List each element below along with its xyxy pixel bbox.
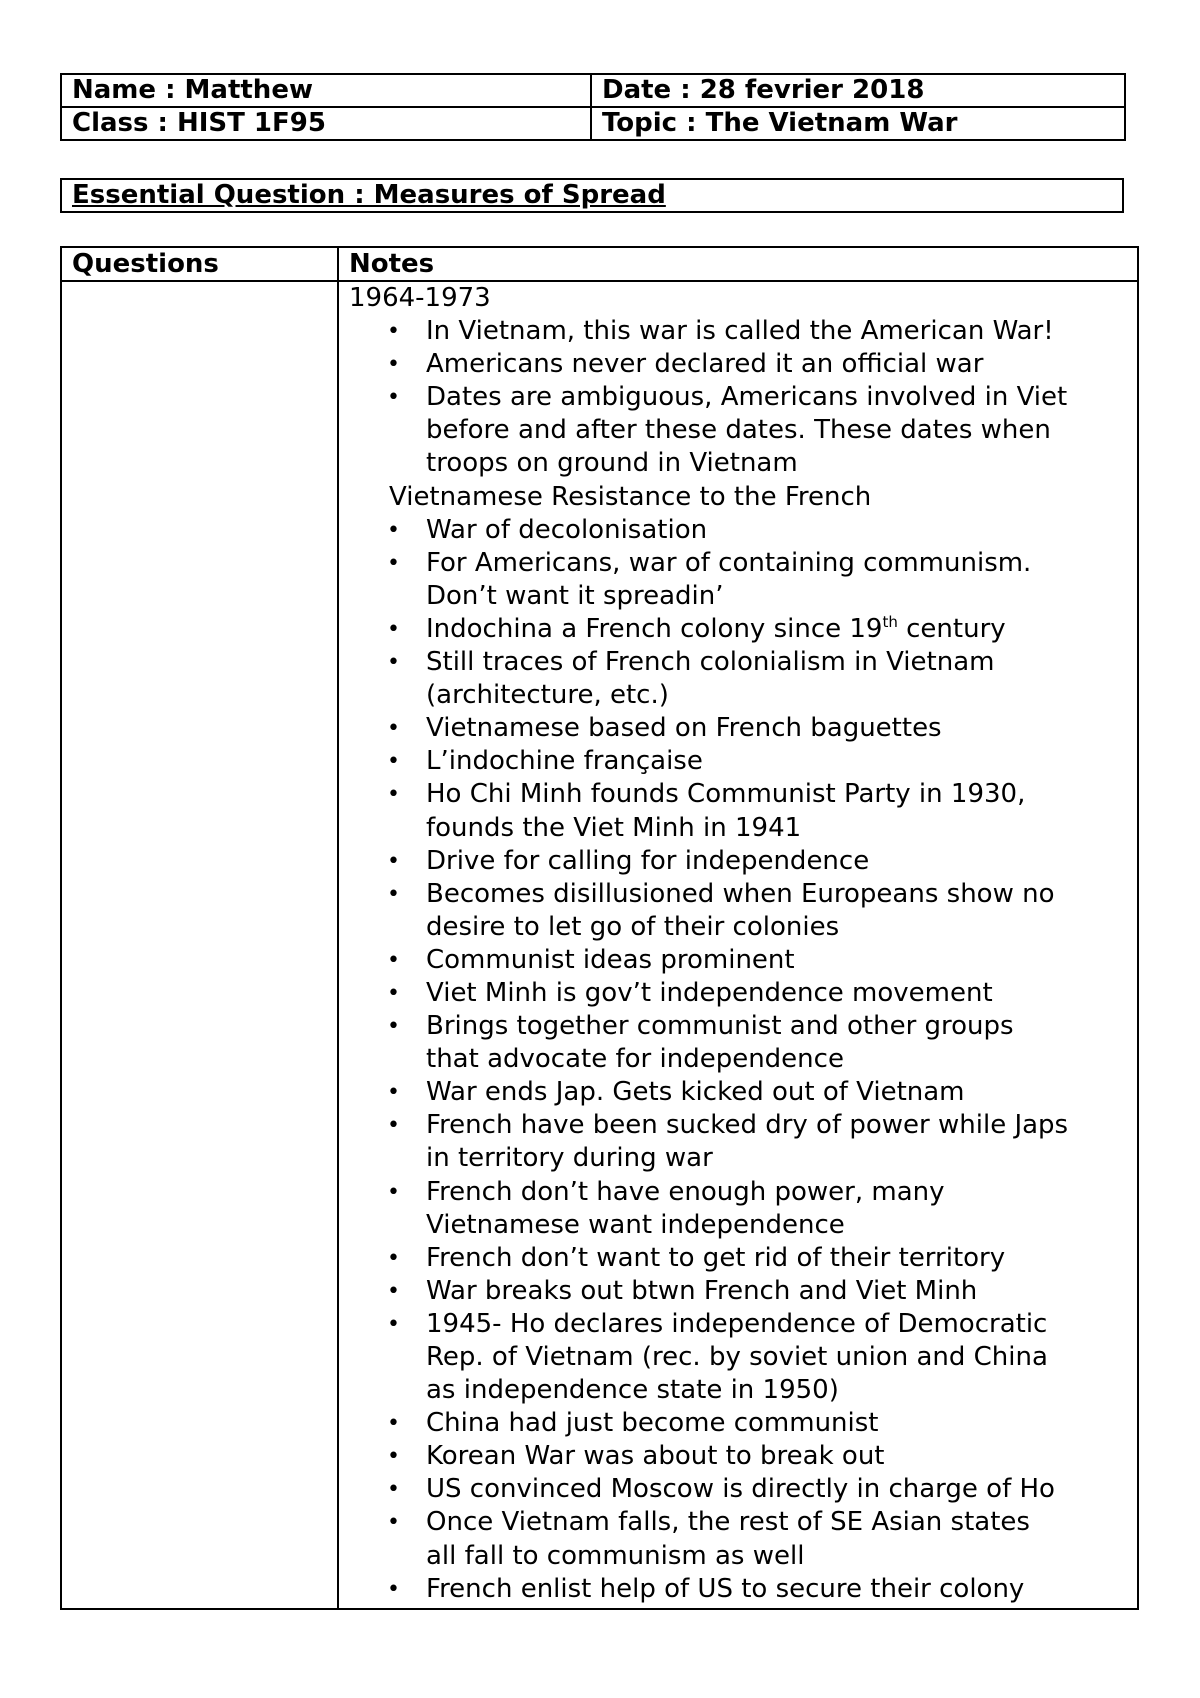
- list-item-line: in territory during war: [426, 1143, 713, 1174]
- list-item-line: Vietnamese based on French baguettes: [426, 713, 942, 744]
- bullet-marker: •: [387, 1576, 400, 1602]
- list-item: [349, 547, 1133, 613]
- list-item-line: 1945- Ho declares independence of Democratic: [426, 1308, 1048, 1339]
- list-item: [349, 1275, 1133, 1308]
- bullet-marker: •: [387, 517, 400, 543]
- bullet-marker: •: [387, 1113, 400, 1139]
- bullet-marker: •: [387, 749, 400, 775]
- bullet-marker: •: [387, 1179, 400, 1205]
- list-item: [349, 1473, 1133, 1506]
- list-item-line: desire to let go of their colonies: [426, 911, 840, 942]
- list-item-line: Vietnamese want independence: [426, 1209, 845, 1240]
- list-item-line: founds the Viet Minh in 1941: [426, 812, 802, 843]
- list-item: [349, 514, 1133, 547]
- list-item: [349, 646, 1133, 712]
- list-item-line: L’indochine française: [426, 746, 703, 777]
- list-item: [349, 381, 1133, 480]
- class-field: Class : HIST 1F95: [61, 107, 591, 140]
- indochina-bullet-list: [349, 613, 1133, 646]
- list-item-line: troops on ground in Vietnam: [426, 448, 798, 479]
- header-table: [60, 73, 1126, 141]
- header-row-2: [61, 107, 1125, 140]
- bullet-marker: •: [387, 650, 400, 676]
- list-item: [349, 977, 1133, 1010]
- bullet-marker: •: [387, 1477, 400, 1503]
- bullet-marker: •: [387, 1080, 400, 1106]
- list-item: [349, 944, 1133, 977]
- topic-field: Topic : The Vietnam War: [591, 107, 1125, 140]
- notes-table: [60, 246, 1139, 1610]
- bullet-marker: •: [387, 1245, 400, 1271]
- list-item-line: Rep. of Vietnam (rec. by soviet union and China: [426, 1342, 1048, 1372]
- list-item-line: War ends Jap. Gets kicked out of Vietnam: [426, 1077, 965, 1108]
- list-item-line: Becomes disillusioned when Europeans show no: [426, 878, 1055, 909]
- bullet-marker: •: [387, 1411, 400, 1437]
- list-item: [349, 1176, 1133, 1242]
- list-item-line: [426, 614, 1006, 644]
- bullet-marker: •: [387, 782, 400, 808]
- list-item: [349, 1308, 1133, 1407]
- list-item-line: Viet Minh is gov’t independence movement: [426, 977, 993, 1008]
- list-item-line: War of decolonisation: [426, 514, 708, 545]
- notes-table-body-row: [61, 281, 1138, 1609]
- list-item: [349, 878, 1133, 944]
- essential-question-cell: [61, 179, 1123, 212]
- list-item: [349, 1010, 1133, 1076]
- notes-cell: [338, 281, 1138, 1609]
- section2-bullet-list-b: [349, 646, 1133, 1606]
- indochina-text: Indochina a French colony since 19: [426, 613, 883, 644]
- list-item: [349, 613, 1133, 646]
- list-item: [349, 712, 1133, 745]
- questions-cell: [61, 281, 338, 1609]
- list-item-line: all fall to communism as well: [426, 1540, 805, 1571]
- list-item: [349, 1109, 1133, 1175]
- list-item-line: Drive for calling for independence: [426, 845, 870, 876]
- section2-bullet-list-a: [349, 514, 1133, 613]
- name-field: Name : Matthew: [61, 74, 591, 107]
- bullet-marker: •: [387, 980, 400, 1006]
- list-item-line: Ho Chi Minh founds Communist Party in 1930,: [426, 779, 1026, 810]
- list-item-line: that advocate for independence: [426, 1044, 844, 1075]
- list-item-line: US convinced Moscow is directly in charge of Ho: [426, 1474, 1055, 1505]
- bullet-marker: •: [387, 352, 400, 378]
- list-item-line: French have been sucked dry of power while Japs: [426, 1110, 1069, 1141]
- bullet-marker: •: [387, 1510, 400, 1536]
- list-item-line: Brings together communist and other groups: [426, 1011, 1014, 1042]
- indochina-text-end: century: [897, 613, 1006, 644]
- list-item-line: French don’t want to get rid of their territory: [426, 1242, 1006, 1273]
- section-subheading: Vietnamese Resistance to the French: [389, 481, 872, 512]
- list-item-line: before and after these dates. These dates when: [426, 415, 1051, 446]
- list-item-line: Don’t want it spreadin’: [426, 580, 724, 611]
- essential-question-text: Essential Question : Measures of Spread: [72, 180, 666, 210]
- list-item-line: Korean War was about to break out: [426, 1441, 885, 1472]
- bullet-marker: •: [387, 1444, 400, 1470]
- list-item: [349, 1076, 1133, 1109]
- list-item: [349, 1407, 1133, 1440]
- list-item: [349, 1242, 1133, 1275]
- list-item-line: French don’t have enough power, many: [426, 1176, 945, 1207]
- list-item-line: In Vietnam, this war is called the American War!: [426, 316, 1054, 347]
- bullet-marker: •: [387, 616, 400, 642]
- list-item-line: China had just become communist: [426, 1408, 879, 1439]
- list-item: [349, 1573, 1133, 1606]
- list-item-line: Communist ideas prominent: [426, 944, 795, 975]
- list-item-line: For Americans, war of containing communism.: [426, 547, 1032, 578]
- list-item: [349, 778, 1133, 844]
- list-item-line: (architecture, etc.): [426, 680, 669, 711]
- date-range: 1964-1973: [349, 283, 491, 313]
- list-item: [349, 745, 1133, 778]
- list-item: [349, 315, 1133, 348]
- list-item-line: French enlist help of US to secure their colony: [426, 1573, 1025, 1604]
- bullet-marker: •: [387, 385, 400, 411]
- bullet-marker: •: [387, 1311, 400, 1337]
- list-item: [349, 1440, 1133, 1473]
- bullet-marker: •: [387, 1278, 400, 1304]
- bullet-marker: •: [387, 848, 400, 874]
- list-item: [349, 1506, 1133, 1572]
- bullet-marker: •: [387, 947, 400, 973]
- date-field: Date : 28 fevrier 2018: [591, 74, 1125, 107]
- notes-table-header-row: [61, 247, 1138, 281]
- essential-question-box: [60, 178, 1124, 213]
- notes-column-header: Notes: [338, 247, 1138, 281]
- list-item-line: Still traces of French colonialism in Vietnam: [426, 647, 995, 678]
- list-item-line: Dates are ambiguous, Americans involved in Viet: [426, 382, 1068, 413]
- questions-column-header: Questions: [61, 247, 338, 281]
- list-item-line: Once Vietnam falls, the rest of SE Asian states: [426, 1507, 1030, 1538]
- list-item-line: Americans never declared it an official war: [426, 349, 984, 380]
- bullet-marker: •: [387, 1014, 400, 1040]
- list-item-line: as independence state in 1950): [426, 1375, 839, 1406]
- bullet-marker: •: [387, 319, 400, 345]
- section1-bullet-list: [349, 315, 1133, 480]
- list-item: [349, 348, 1133, 381]
- list-item: [349, 845, 1133, 878]
- ordinal-superscript: th: [882, 612, 898, 631]
- header-row-1: [61, 74, 1125, 107]
- list-item-line: War breaks out btwn French and Viet Minh: [426, 1275, 978, 1306]
- bullet-marker: •: [387, 550, 400, 576]
- bullet-marker: •: [387, 716, 400, 742]
- bullet-marker: •: [387, 881, 400, 907]
